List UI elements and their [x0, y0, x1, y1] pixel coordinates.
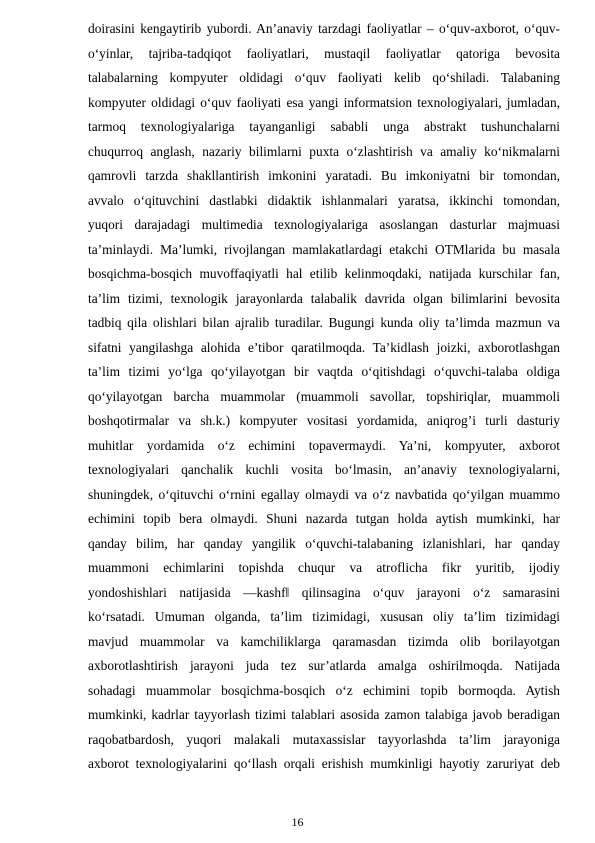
text-line: ta’minlaydi. Ma’lumki, rivojlangan mamlakatlardagi etakchi OTMlarida bu masala: [88, 241, 560, 257]
text-line: sohadagi muammolar bosqichma-bosqich o‘z echimini topib bormoqda. Aytish: [88, 682, 560, 698]
page-number: 16: [291, 815, 304, 829]
text-line: muhitlar yordamida o‘z echimini topavermaydi. Ya’ni, kompyuter, axborot: [88, 437, 560, 453]
text-line: texnologiyalari qanchalik kuchli vosita bo‘lmasin, an’anaviy texnologiyalarni,: [88, 462, 560, 477]
text-line: o‘yinlar, tajriba-tadqiqot faoliyatlari, mustaqil faoliyatlar qatoriga bevosita: [88, 45, 560, 61]
text-line: mumkinki, kadrlar tayyorlash tizimi talablari asosida zamon talabiga javob beradigan: [88, 707, 560, 722]
text-line: mavjud muammolar va kamchiliklarga qaramasdan tizimda olib borilayotgan: [88, 633, 560, 649]
text-line: axborotlashtirish jarayoni juda tez sur’atlarda amalga oshirilmoqda. Natijada: [88, 658, 560, 673]
text-line: sifatni yangilashga alohida e’tibor qaratilmoqda. Ta’kidlash joizki, axborotlashgan: [88, 339, 560, 355]
text-line: qanday bilim, har qanday yangilik o‘quvchi-talabaning izlanishlari, har qanday: [88, 535, 560, 551]
text-line: kompyuter oldidagi o‘quv faoliyati esa yangi informatsion texnologiyalari, jumladan,: [88, 94, 560, 110]
text-line: ko‘rsatadi. Umuman olganda, ta’lim tizimidagi, xususan oliy ta’lim tizimidagi: [88, 609, 560, 624]
body-text: [88, 17, 560, 777]
text-line: muammoni echimlarini topishda chuqur va atroflicha fikr yuritib, ijodiy: [88, 560, 560, 575]
text-line: ta’lim tizimi, texnologik jarayonlarda talabalik davrida olgan bilimlarini bevosita: [88, 290, 560, 306]
text-line: yuqori darajadagi multimedia texnologiyalariga asoslangan dasturlar majmuasi: [88, 217, 560, 232]
text-line: qamrovli tarzda shakllantirish imkonini yaratadi. Bu imkoniyatni bir tomondan,: [88, 168, 560, 183]
text-line: boshqotirmalar va sh.k.) kompyuter vositasi yordamida, aniqrog’i turli dasturiy: [88, 413, 560, 428]
text-line: bosqichma-bosqich muvoffaqiyatli hal etilib kelinmoqdaki, natijada kurschilar fan,: [88, 266, 560, 281]
text-line: shuningdek, o‘qituvchi o‘rnini egallay olmaydi va o‘z navbatida qo‘yilgan muammo: [88, 486, 560, 502]
text-line: qo‘yilayotgan barcha muammolar (muammoli savollar, topshiriqlar, muammoli: [88, 388, 560, 404]
text-line: chuqurroq anglash, nazariy bilimlarni puxta o‘zlashtirish va amaliy ko‘nikmalarni: [88, 143, 560, 159]
text-line: yondoshishlari natijasida ―kashf‖ qilinsagina o‘quv jarayoni o‘z samarasini: [88, 584, 560, 600]
text-line: raqobatbardosh, yuqori malakali mutaxassislar tayyorlashda ta’lim jarayoniga: [88, 731, 560, 747]
text-line: avvalo o‘qituvchini dastlabki didaktik ishlanmalari yaratsa, ikkinchi tomondan,: [88, 192, 560, 208]
text-line: doirasini kengaytirib yubordi. An’anaviy tarzdagi faoliyatlar – o‘quv-axborot, o‘quv-: [88, 21, 560, 36]
text-line: tarmoq texnologiyalariga tayanganligi sababli unga abstrakt tushunchalarni: [88, 119, 560, 134]
text-line: tadbiq qila olishlari bilan ajralib turadilar. Bugungi kunda oliy ta’limda mazmun va: [88, 315, 560, 330]
text-line: axborot texnologiyalarini qo‘llash orqali erishish mumkinligi hayotiy zaruriyat deb: [88, 756, 560, 771]
text-line: echimini topib bera olmaydi. Shuni nazarda tutgan holda aytish mumkinki, har: [88, 511, 560, 526]
text-line: ta’lim tizimi yo‘lga qo‘yilayotgan bir vaqtda o‘qitishdagi o‘quvchi-talaba oldiga: [88, 364, 560, 379]
text-line: talabalarning kompyuter oldidagi o‘quv faoliyati kelib qo‘shiladi. Talabaning: [88, 70, 560, 85]
